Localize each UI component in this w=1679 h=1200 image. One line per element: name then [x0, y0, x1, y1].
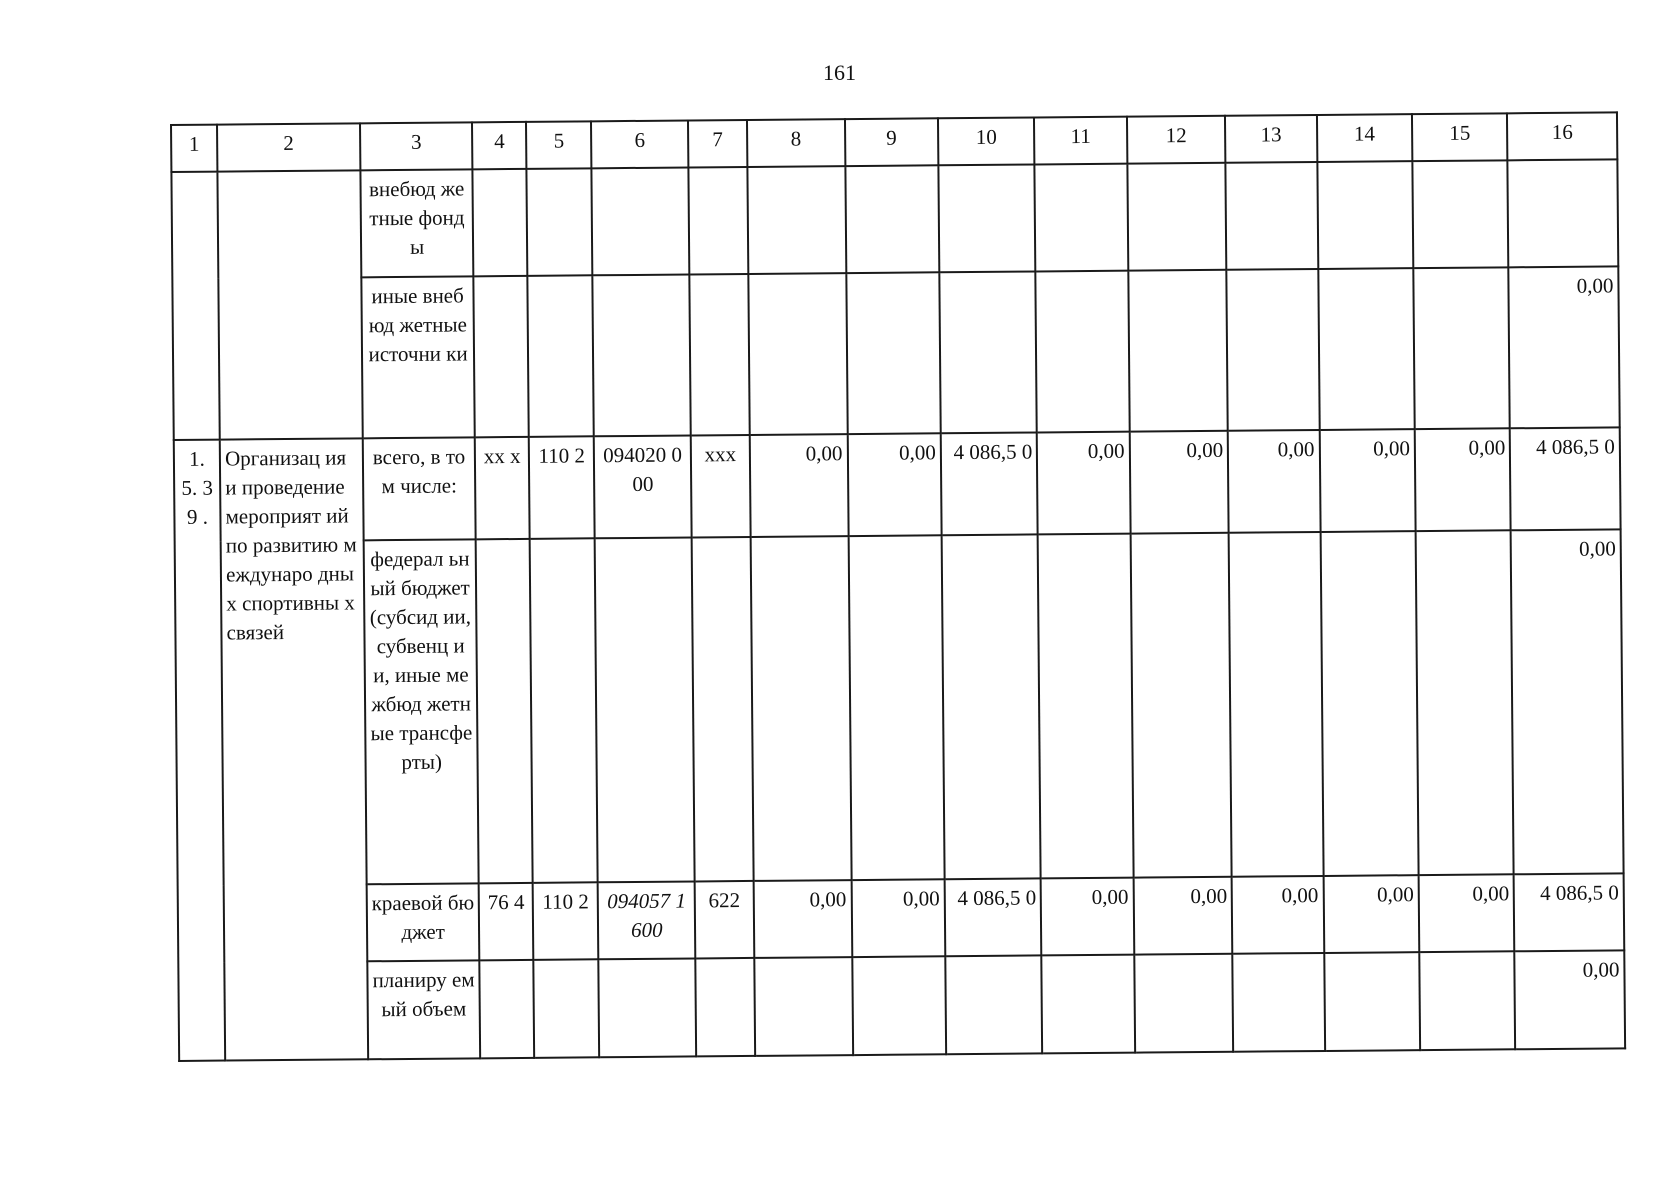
- header-cell-8: 8: [747, 119, 845, 167]
- empty-cell: [1035, 164, 1128, 272]
- empty-cell: [938, 165, 1035, 273]
- empty-cell: [748, 273, 847, 435]
- empty-cell: [218, 171, 363, 440]
- value-cell: 0,00: [1041, 878, 1134, 956]
- empty-cell: [1412, 161, 1508, 269]
- empty-cell: [1317, 161, 1413, 269]
- value-cell: 0,00: [1511, 529, 1624, 874]
- empty-cell: [1229, 532, 1323, 877]
- empty-cell: [530, 538, 598, 883]
- empty-cell: [751, 536, 852, 881]
- empty-cell: [945, 956, 1042, 1055]
- code-cell: xxx: [691, 435, 751, 537]
- empty-cell: [1419, 952, 1515, 1051]
- code-cell: 094057 1600: [598, 882, 695, 960]
- empty-cell: [527, 275, 594, 437]
- empty-cell: [1227, 269, 1320, 431]
- empty-cell: [846, 272, 941, 434]
- code-cell: xx x: [475, 437, 530, 539]
- source-label: краевой бюджет: [366, 884, 479, 962]
- empty-cell: [1038, 534, 1133, 879]
- empty-cell: [692, 537, 754, 882]
- code-cell: 110 2: [533, 883, 599, 961]
- value-cell: 4 086,5 0: [1510, 428, 1620, 531]
- code-cell: 76 4: [479, 883, 533, 961]
- empty-cell: [845, 166, 939, 274]
- table-row: [172, 266, 1619, 440]
- value-cell: 0,00: [1319, 430, 1415, 533]
- header-cell-12: 12: [1127, 116, 1226, 164]
- empty-cell: [939, 272, 1037, 434]
- value-cell: 4 086,5 0: [941, 433, 1038, 536]
- value-cell: 0,00: [1415, 429, 1511, 532]
- empty-cell: [1226, 162, 1318, 270]
- empty-cell: [1416, 530, 1514, 875]
- value-cell: 0,00: [847, 434, 941, 537]
- value-cell: 0,00: [1228, 430, 1320, 532]
- empty-cell: [1320, 531, 1418, 876]
- header-cell-15: 15: [1412, 113, 1508, 161]
- empty-cell: [476, 539, 533, 884]
- empty-cell: [1413, 267, 1510, 429]
- value-cell: 0,00: [851, 880, 945, 958]
- empty-cell: [1128, 270, 1228, 432]
- table-row: [171, 160, 1618, 279]
- header-cell-6: 6: [591, 120, 688, 168]
- code-cell: 094020 000: [594, 436, 691, 539]
- header-cell-5: 5: [526, 121, 592, 169]
- source-label: планиру емый объем: [367, 961, 480, 1060]
- value-cell: 4 086,5 0: [1514, 874, 1624, 952]
- code-cell: 110 2: [529, 437, 595, 539]
- code-cell: 622: [695, 881, 755, 959]
- header-cell-7: 7: [688, 120, 747, 168]
- empty-cell: [1130, 533, 1232, 878]
- empty-cell: [754, 957, 852, 1056]
- value-cell: 4 086,5 0: [945, 879, 1042, 957]
- value-cell: 0,00: [1323, 875, 1419, 953]
- value-cell: 0,00: [1232, 876, 1324, 954]
- empty-cell: [1036, 271, 1130, 433]
- header-cell-4: 4: [472, 122, 526, 170]
- source-label: иные внебюд жетные источни ки: [361, 276, 475, 438]
- value-cell: 0,00: [1037, 432, 1130, 535]
- empty-cell: [747, 166, 846, 274]
- source-label: всего, в том числе:: [363, 438, 477, 541]
- empty-cell: [474, 276, 529, 438]
- table-row: [178, 874, 1625, 964]
- header-cell-10: 10: [938, 117, 1035, 165]
- empty-cell: [695, 958, 755, 1056]
- empty-cell: [1042, 955, 1135, 1053]
- header-cell-2: 2: [217, 123, 360, 171]
- empty-cell: [592, 168, 689, 276]
- empty-cell: [1324, 952, 1420, 1051]
- source-label: федерал ьный бюджет (субсид ии, субвенц ии, иные межбюд жетные трансфе рты): [363, 539, 479, 884]
- header-cell-14: 14: [1316, 114, 1412, 162]
- value-cell: 0,00: [1509, 266, 1620, 428]
- item-number: 1. 5. 39 .: [174, 440, 226, 1061]
- table-row: [178, 951, 1625, 1061]
- empty-cell: [689, 274, 749, 436]
- header-cell-13: 13: [1225, 115, 1317, 163]
- empty-cell: [1508, 160, 1618, 268]
- empty-cell: [852, 957, 946, 1055]
- empty-cell: [599, 959, 696, 1058]
- header-cell-16: 16: [1507, 112, 1617, 160]
- empty-cell: [595, 538, 695, 883]
- value-cell: 0,00: [1133, 877, 1232, 955]
- empty-cell: [1318, 268, 1415, 430]
- empty-cell: [533, 960, 599, 1058]
- value-cell: 0,00: [1515, 951, 1625, 1050]
- empty-cell: [473, 169, 528, 276]
- budget-table: [170, 111, 1626, 1062]
- page-number: 161: [823, 60, 856, 85]
- empty-cell: [171, 172, 219, 441]
- empty-cell: [688, 167, 748, 274]
- header-cell-1: 1: [171, 125, 218, 173]
- empty-cell: [593, 275, 691, 437]
- value-cell: 0,00: [754, 880, 852, 958]
- header-cell-11: 11: [1034, 117, 1127, 165]
- header-cell-9: 9: [845, 118, 939, 166]
- empty-cell: [1127, 163, 1227, 271]
- value-cell: 0,00: [1129, 431, 1229, 534]
- item-name: Организац ия и проведение мероприят ий по развитию междунаро дных спортивны х связей: [220, 439, 368, 1061]
- value-cell: 0,00: [750, 434, 848, 537]
- source-label: внебюд жетные фонды: [360, 170, 474, 278]
- empty-cell: [848, 535, 944, 880]
- table-row: [174, 428, 1621, 542]
- empty-cell: [1134, 954, 1234, 1053]
- header-cell-3: 3: [360, 122, 473, 170]
- table-row: [175, 529, 1624, 886]
- empty-cell: [1233, 953, 1325, 1051]
- empty-cell: [942, 535, 1042, 880]
- empty-cell: [480, 960, 534, 1058]
- value-cell: 0,00: [1419, 875, 1515, 953]
- empty-cell: [526, 169, 592, 276]
